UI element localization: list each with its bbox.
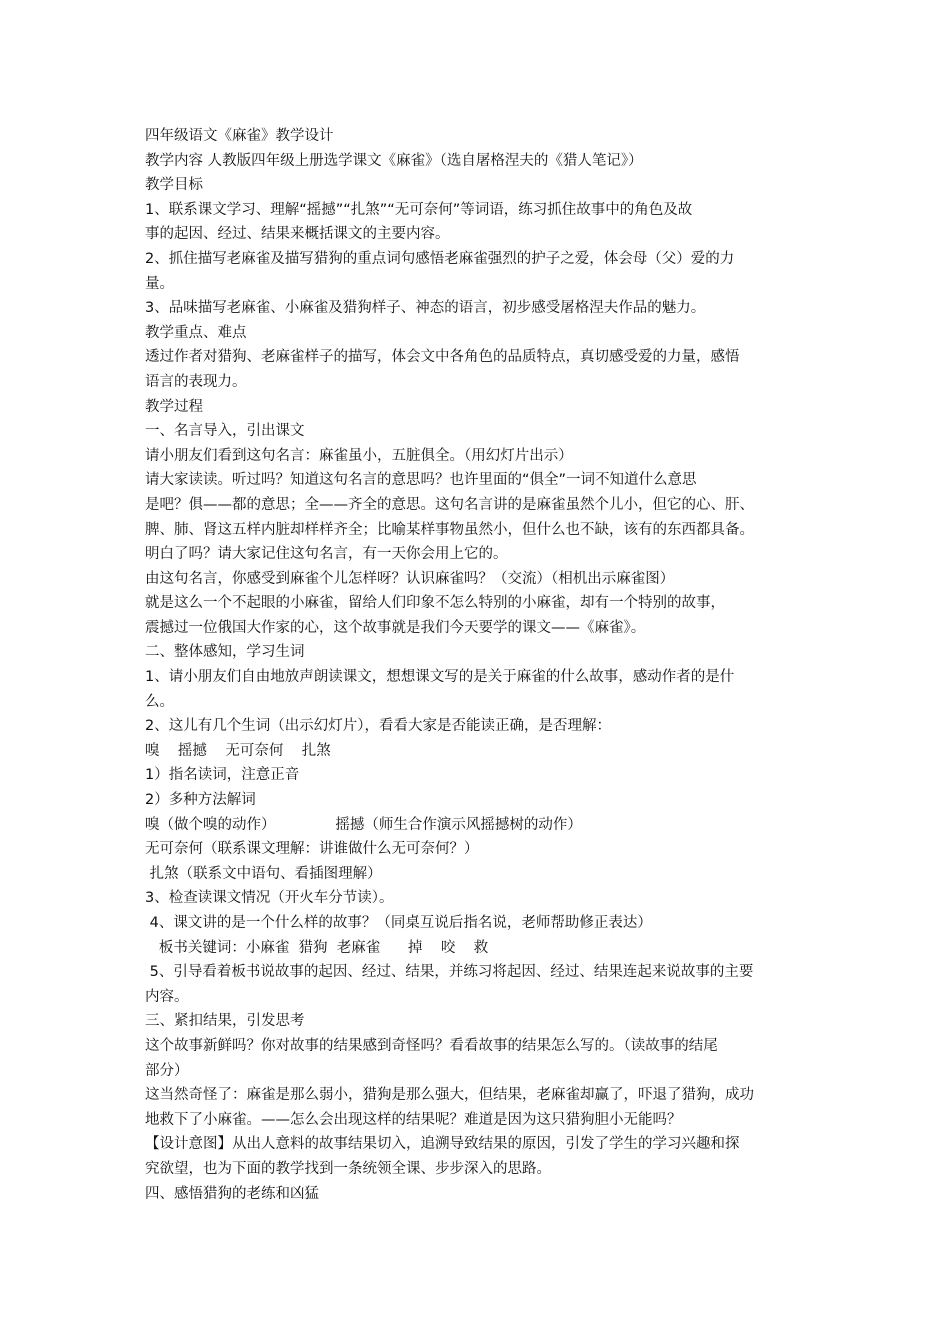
text-line: 么。 — [145, 693, 174, 710]
text-line: 2）多种方法解词 — [145, 792, 256, 809]
doc-title: 四年级语文《麻雀》教学设计 — [145, 128, 334, 144]
subsection-heading-1: 一、名言导入，引出课文 — [145, 423, 305, 440]
text-line: 3、检查读课文情况（开火车分节读）。 — [145, 890, 394, 907]
text-line: 部分） — [145, 1062, 189, 1079]
text-line: 嗅（做个嗅的动作） 摇撼（师生合作演示风摇撼树的动作） — [145, 816, 582, 833]
teaching-content-line: 教学内容 人教版四年级上册选学课文《麻雀》（选自屠格涅夫的《猎人笔记》） — [145, 152, 643, 169]
text-line: 1、联系课文学习、理解“摇撼”“扎煞”“无可奈何”等词语，练习抓住故事中的角色及故 — [145, 201, 693, 218]
text-line: 这个故事新鲜吗？你对故事的结果感到奇怪吗？看看故事的结果怎么写的。（读故事的结尾 — [145, 1037, 718, 1054]
board-keywords-line: 板书关键词：小麻雀 猎狗 老麻雀 掉 咬 救 — [145, 939, 489, 956]
text-line: 1、请小朋友们自由地放声朗读课文，想想课文写的是关于麻雀的什么故事，感动作者的是什 — [145, 669, 735, 686]
text-line: 脾、肺、肾这五样内脏却样样齐全；比喻某样事物虽然小，但什么也不缺，该有的东西都具备。 — [145, 521, 754, 538]
text-line: 2、这儿有几个生词（出示幻灯片），看看大家是否能读正确，是否理解： — [145, 718, 611, 735]
text-line: 就是这么一个不起眼的小麻雀，留给人们印象不怎么特别的小麻雀，却有一个特别的故事， — [145, 595, 725, 612]
text-line: 由这句名言，你感受到麻雀个儿怎样呀？认识麻雀吗？（交流）（相机出示麻雀图） — [145, 570, 675, 587]
document-body — [145, 124, 813, 1206]
text-line: 2、抓住描写老麻雀及描写猎狗的重点词句感悟老麻雀强烈的护子之爱，体会母（父）爱的力 — [145, 250, 735, 267]
text-line: 事的起因、经过、结果来概括课文的主要内容。 — [145, 226, 450, 243]
text-line: 3、品味描写老麻雀、小麻雀及猎狗样子、神态的语言，初步感受屠格涅夫作品的魅力。 — [145, 300, 706, 317]
text-line: 地救下了小麻雀。——怎么会出现这样的结果呢？难道是因为这只猎狗胆小无能吗？ — [145, 1111, 682, 1128]
section-heading-process: 教学过程 — [145, 398, 203, 415]
text-line: 这当然奇怪了：麻雀是那么弱小，猎狗是那么强大，但结果，老麻雀却赢了，吓退了猎狗，成功 — [145, 1087, 754, 1104]
subsection-heading-3: 三、紧扣结果，引发思考 — [145, 1013, 305, 1030]
text-line: 4、课文讲的是一个什么样的故事？（同桌互说后指名说，老师帮助修正表达） — [145, 915, 652, 931]
section-heading-goals: 教学目标 — [145, 177, 203, 194]
text-line: 震撼过一位俄国大作家的心，这个故事就是我们今天要学的课文——《麻雀》。 — [145, 619, 646, 636]
text-line: 透过作者对猎狗、老麻雀样子的描写，体会文中各角色的品质特点，真切感受爱的力量，感悟 — [145, 349, 740, 366]
text-line: 无可奈何（联系课文理解：讲谁做什么无可奈何？） — [145, 841, 479, 858]
text-line: 语言的表现力。 — [145, 373, 247, 390]
text-line: 内容。 — [145, 988, 189, 1005]
text-line: 扎煞（联系文中语句、看插图理解） — [145, 865, 382, 882]
subsection-heading-4: 四、感悟猎狗的老练和凶猛 — [145, 1185, 319, 1202]
text-line: 究欲望，也为下面的教学找到一条统领全课、步步深入的思路。 — [145, 1160, 551, 1177]
text-line: 5、引导看着板书说故事的起因、经过、结果，并练习将起因、经过、结果连起来说故事的主要 — [145, 964, 754, 981]
text-line: 是吧？俱——都的意思；全——齐全的意思。这句名言讲的是麻雀虽然个儿小，但它的心、肝、 — [145, 496, 754, 513]
subsection-heading-2: 二、整体感知，学习生词 — [145, 644, 305, 661]
text-line: 请小朋友们看到这句名言：麻雀虽小，五脏俱全。（用幻灯片出示） — [145, 447, 573, 464]
text-line: 量。 — [145, 275, 174, 292]
text-line: 明白了吗？请大家记住这句名言，有一天你会用上它的。 — [145, 546, 508, 563]
design-intent-line: 【设计意图】从出人意料的故事结果切入，追溯导致结果的原因，引发了学生的学习兴趣和探 — [145, 1136, 740, 1153]
vocabulary-line: 嗅 摇撼 无可奈何 扎煞 — [145, 742, 331, 759]
text-line: 请大家读读。听过吗？知道这句名言的意思吗？也许里面的“俱全”一词不知道什么意思 — [145, 472, 697, 489]
section-heading-key-points: 教学重点、难点 — [145, 324, 247, 341]
text-line: 1）指名读词，注意正音 — [145, 767, 300, 784]
